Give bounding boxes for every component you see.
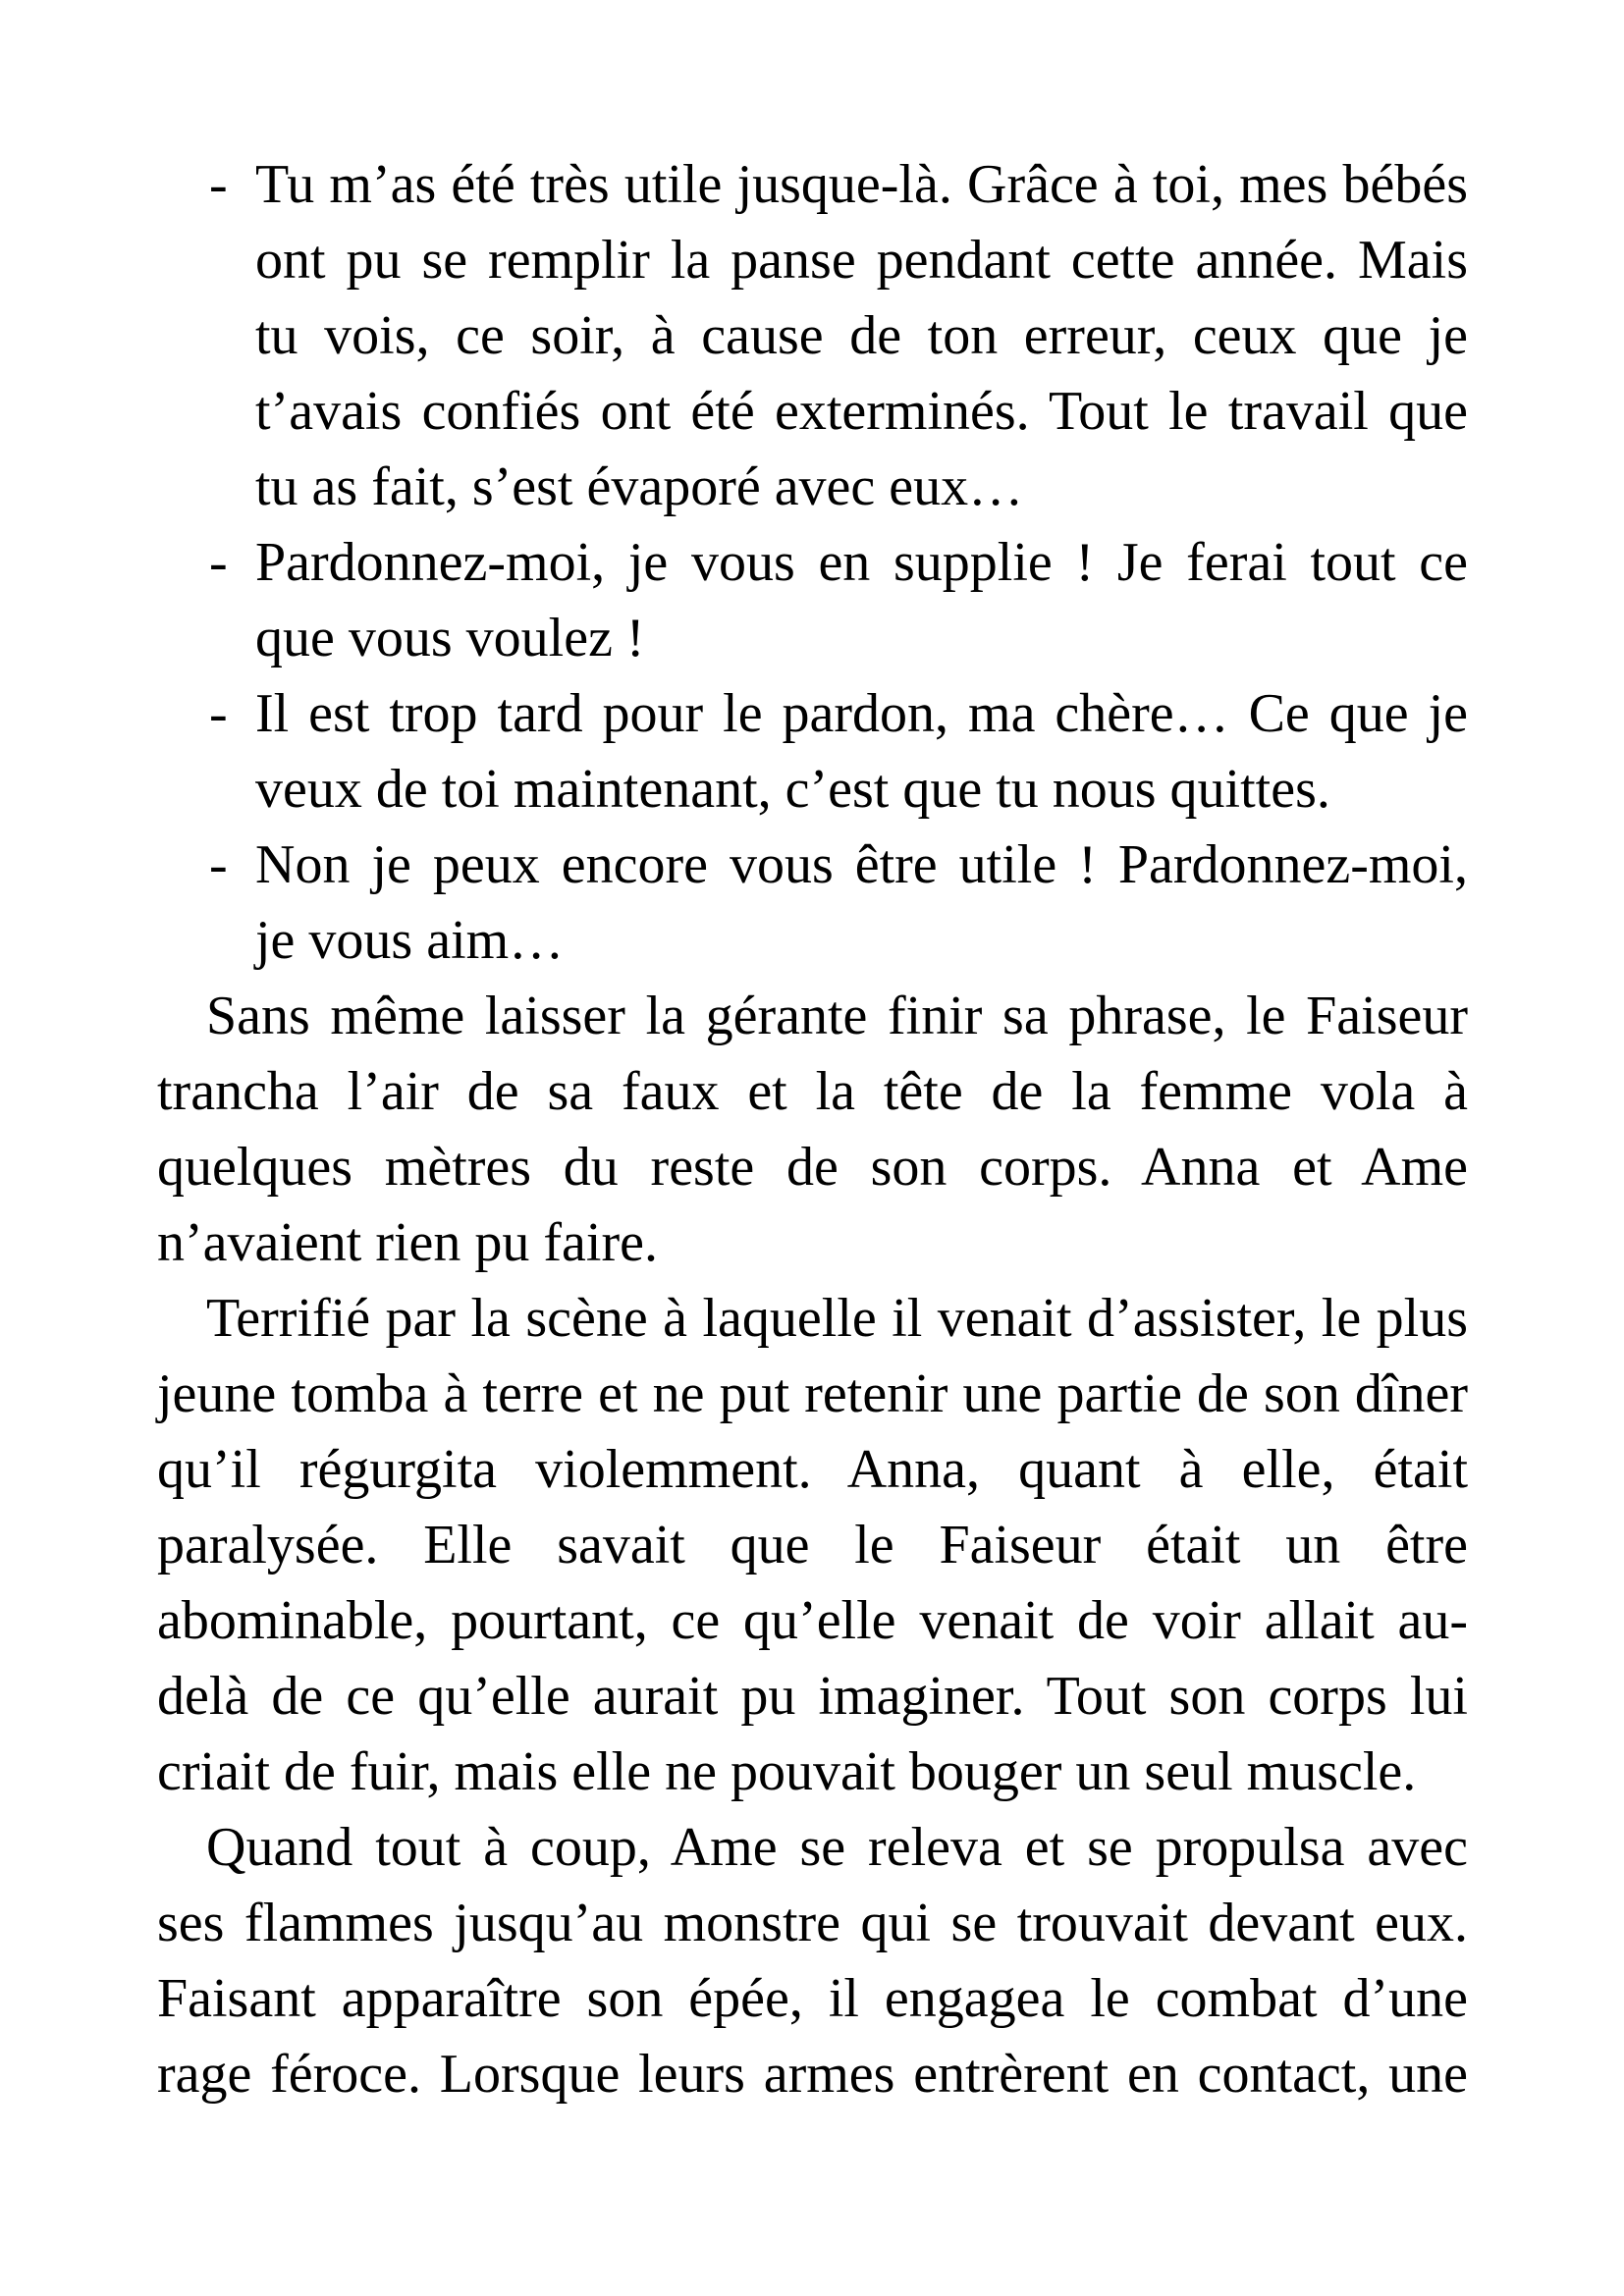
- paragraph-body: [157, 979, 1468, 1281]
- text-line: abominable, pourtant, ce qu’elle venait de voir allait au-: [157, 1590, 1468, 1651]
- text-line: Quand tout à coup, Ame se releva et se propulsa avec: [206, 1817, 1468, 1878]
- text-line: Sans même laisser la gérante finir sa phrase, le Faiseur: [206, 986, 1468, 1046]
- dialogue-dash: -: [209, 154, 228, 215]
- text-line: [209, 676, 1468, 752]
- text-line: t’avais confiés ont été exterminés. Tout le travail que: [255, 381, 1468, 442]
- dialogue-dash: -: [209, 834, 228, 895]
- text-line: [209, 525, 1468, 601]
- page-text-block: [157, 147, 1468, 2112]
- text-line: tu vois, ce soir, à cause de ton erreur, ceux que je: [255, 305, 1468, 366]
- text-line: criait de fuir, mais elle ne pouvait bouger un seul muscle.: [157, 1741, 1417, 1802]
- text-line: quelques mètres du reste de son corps. Anna et Ame: [157, 1137, 1468, 1198]
- text-line: ses flammes jusqu’au monstre qui se trouvait devant eux.: [157, 1893, 1468, 1953]
- text-line: trancha l’air de sa faux et la tête de la femme vola à: [157, 1061, 1468, 1122]
- paragraph-dialogue: [209, 676, 1468, 828]
- dialogue-dash: -: [209, 532, 228, 593]
- text-line: n’avaient rien pu faire.: [157, 1212, 658, 1273]
- text-line: veux de toi maintenant, c’est que tu nous quittes.: [255, 759, 1330, 820]
- line-text: Non je peux encore vous être utile ! Pardonnez-moi,: [255, 834, 1468, 895]
- text-line: jeune tomba à terre et ne put retenir une partie de son dîner: [157, 1363, 1468, 1424]
- dialogue-dash: -: [209, 683, 228, 744]
- text-line: tu as fait, s’est évaporé avec eux…: [255, 456, 1024, 517]
- text-line: ont pu se remplir la panse pendant cette année. Mais: [255, 230, 1468, 291]
- text-line: qu’il régurgita violemment. Anna, quant à elle, était: [157, 1439, 1468, 1500]
- paragraph-dialogue: [209, 147, 1468, 525]
- paragraph-body: [157, 1281, 1468, 1810]
- text-line: que vous voulez !: [255, 608, 645, 668]
- paragraph-body: [157, 1810, 1468, 2112]
- text-line: delà de ce qu’elle aurait pu imaginer. Tout son corps lui: [157, 1666, 1468, 1727]
- text-line: rage féroce. Lorsque leurs armes entrèrent en contact, une: [157, 2044, 1468, 2105]
- line-text: Il est trop tard pour le pardon, ma chère… Ce que je: [255, 683, 1468, 744]
- text-line: paralysée. Elle savait que le Faiseur était un être: [157, 1515, 1468, 1575]
- text-line: Terrifié par la scène à laquelle il venait d’assister, le plus: [206, 1288, 1468, 1349]
- text-line: Faisant apparaître son épée, il engagea le combat d’une: [157, 1968, 1468, 2029]
- text-line: [209, 828, 1468, 903]
- paragraph-dialogue: [209, 525, 1468, 676]
- paragraph-dialogue: [209, 828, 1468, 979]
- line-text: Pardonnez-moi, je vous en supplie ! Je ferai tout ce: [255, 532, 1468, 593]
- text-line: je vous aim…: [255, 910, 565, 971]
- text-line: [209, 147, 1468, 223]
- line-text: Tu m’as été très utile jusque-là. Grâce à toi, mes bébés: [255, 154, 1468, 215]
